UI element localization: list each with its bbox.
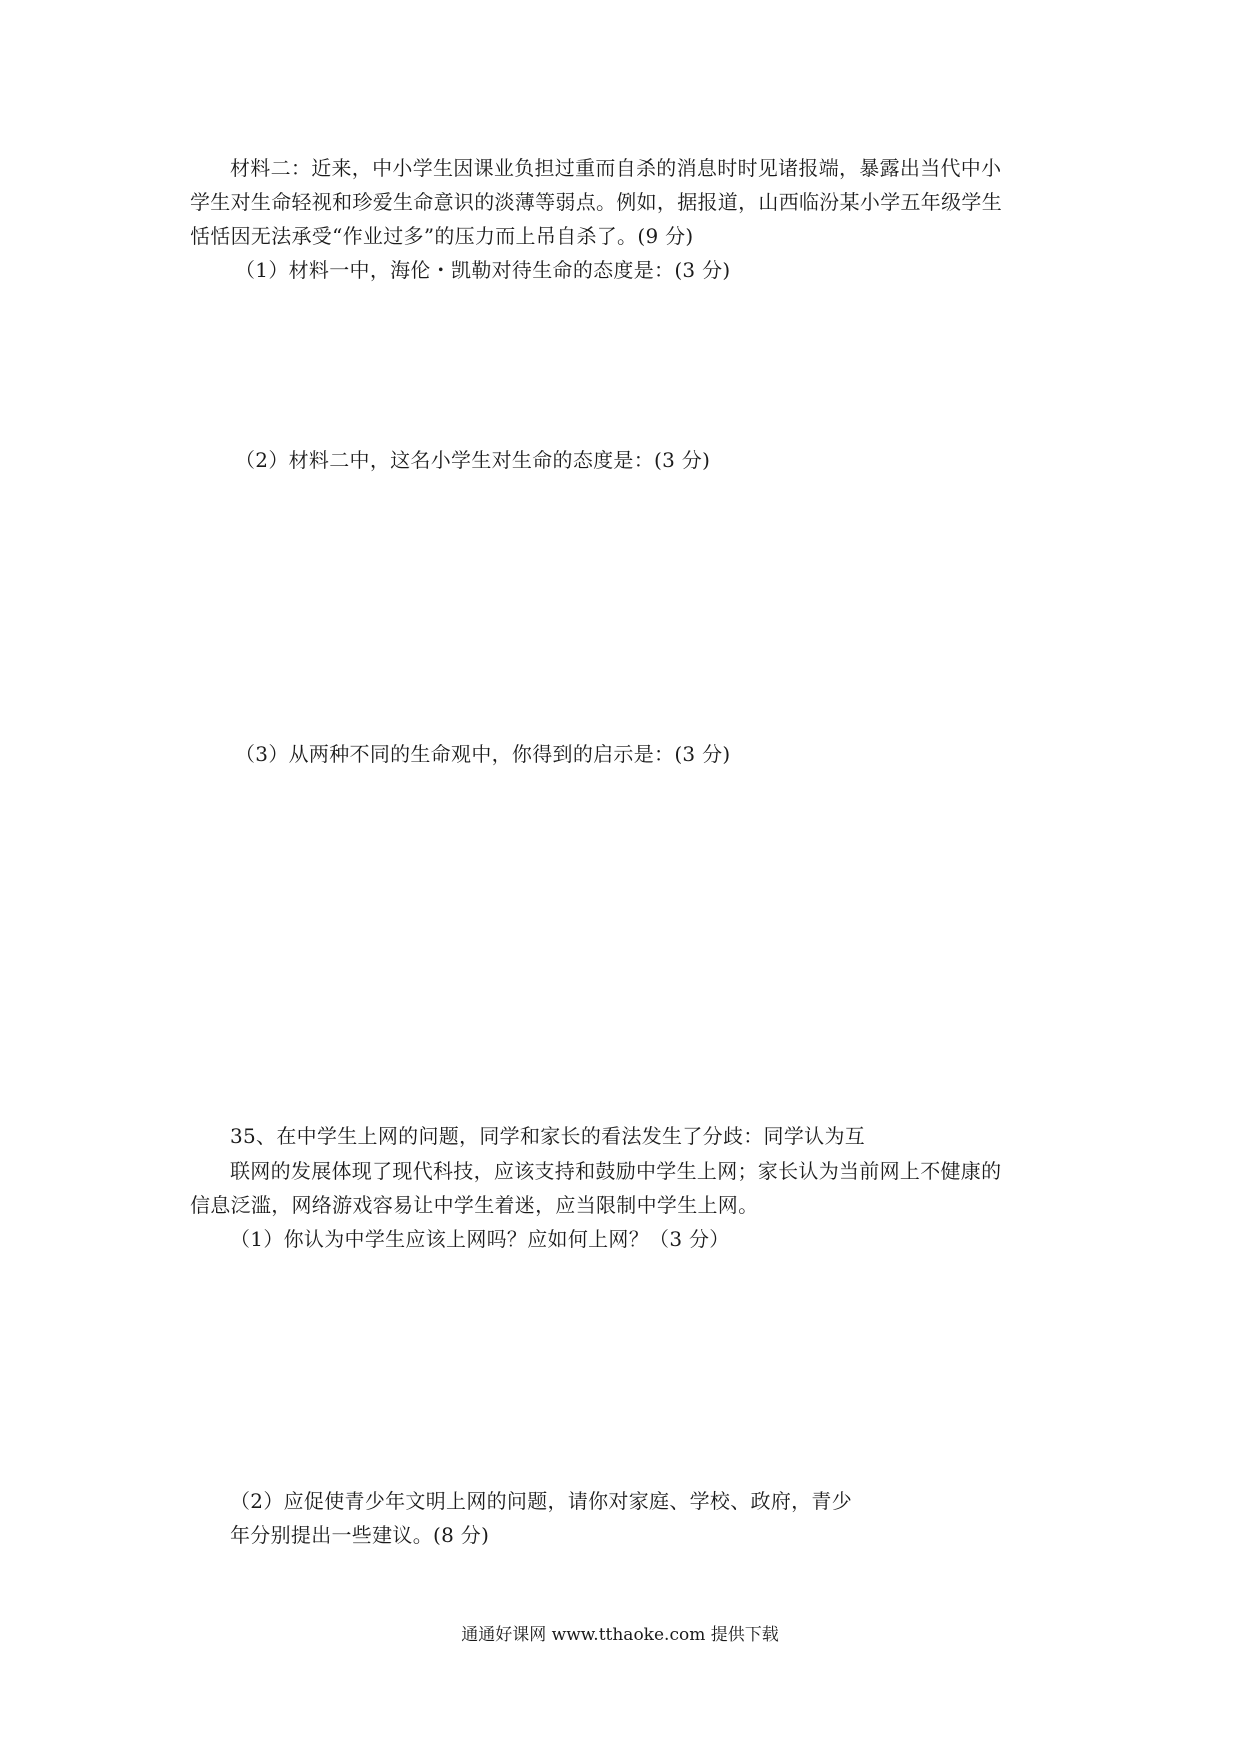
q35-sub1: （1）你认为中学生应该上网吗？应如何上网？（3 分） <box>230 1227 730 1251</box>
q34-sub1: （1）材料一中，海伦・凯勒对待生命的态度是：(3 分) <box>235 258 731 282</box>
q35-sub2-line-2: 年分别提出一些建议。(8 分) <box>230 1523 490 1547</box>
page-footer: 通通好课网 www.tthaoke.com 提供下载 <box>461 1625 779 1645</box>
material2-line-3: 恬恬因无法承受“作业过多”的压力而上吊自杀了。(9 分) <box>190 224 694 248</box>
q35-sub2-line-1: （2）应促使青少年文明上网的问题，请你对家庭、学校、政府，青少 <box>230 1489 853 1513</box>
q35-line-1: 35、在中学生上网的问题，同学和家长的看法发生了分歧：同学认为互 <box>230 1124 866 1148</box>
q34-sub3: （3）从两种不同的生命观中，你得到的启示是：(3 分) <box>235 742 731 766</box>
q34-sub2: （2）材料二中，这名小学生对生命的态度是：(3 分) <box>235 448 711 472</box>
material2-line-1: 材料二：近来，中小学生因课业负担过重而自杀的消息时时见诸报端，暴露出当代中小 <box>230 156 1002 180</box>
q35-line-2: 联网的发展体现了现代科技，应该支持和鼓励中学生上网；家长认为当前网上不健康的 <box>230 1159 1002 1183</box>
q35-line-3: 信息泛滥，网络游戏容易让中学生着迷，应当限制中学生上网。 <box>190 1193 759 1217</box>
material2-line-2: 学生对生命轻视和珍爱生命意识的淡薄等弱点。例如，据报道，山西临汾某小学五年级学生 <box>190 190 1002 214</box>
